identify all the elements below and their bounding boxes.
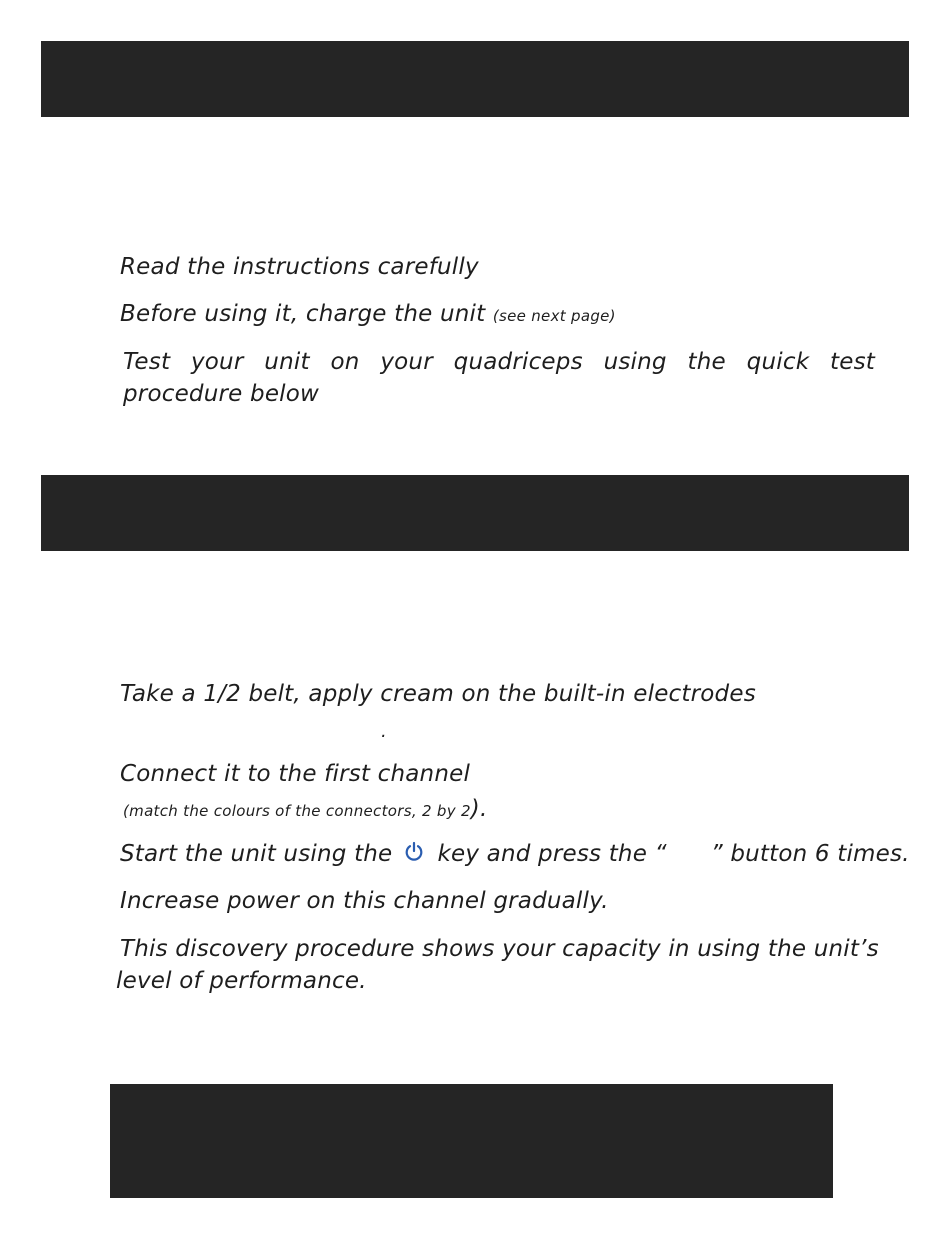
power-icon bbox=[404, 840, 424, 872]
intro-read-instructions: Read the instructions carefully bbox=[120, 254, 479, 280]
header-bar-middle bbox=[41, 475, 909, 551]
footer-bar bbox=[110, 1084, 833, 1198]
header-bar-top bbox=[41, 41, 909, 117]
step-start-text-b: key and press the “ bbox=[437, 841, 667, 867]
step-start-unit bbox=[120, 838, 910, 872]
step-start-text-a: Start the unit using the bbox=[120, 841, 393, 867]
step-discovery-line1: This discovery procedure shows your capacity in using the unit’s bbox=[120, 936, 879, 962]
step-connect-note-text: (match the colours of the connectors, 2 by 2 bbox=[123, 802, 471, 820]
step-discovery-line2: level of performance. bbox=[116, 968, 367, 994]
intro-test-unit: Test your unit on your quadriceps using the quick test procedure below bbox=[123, 349, 875, 407]
step-connect-note bbox=[123, 793, 487, 827]
intro-charge-text: Before using it, charge the unit bbox=[120, 301, 486, 327]
step-connect-note-end: ). bbox=[470, 796, 488, 822]
intro-charge-note: (see next page) bbox=[492, 307, 616, 325]
intro-charge-unit bbox=[120, 298, 616, 332]
step-increase-power: Increase power on this channel gradually. bbox=[120, 888, 609, 914]
step-start-text-c: ” button 6 times. bbox=[710, 841, 910, 867]
step-take-belt: Take a 1/2 belt, apply cream on the built-in electrodes bbox=[120, 681, 756, 707]
step-connect-channel: Connect it to the first channel bbox=[120, 761, 471, 787]
step-take-belt-dot: . bbox=[381, 721, 387, 742]
